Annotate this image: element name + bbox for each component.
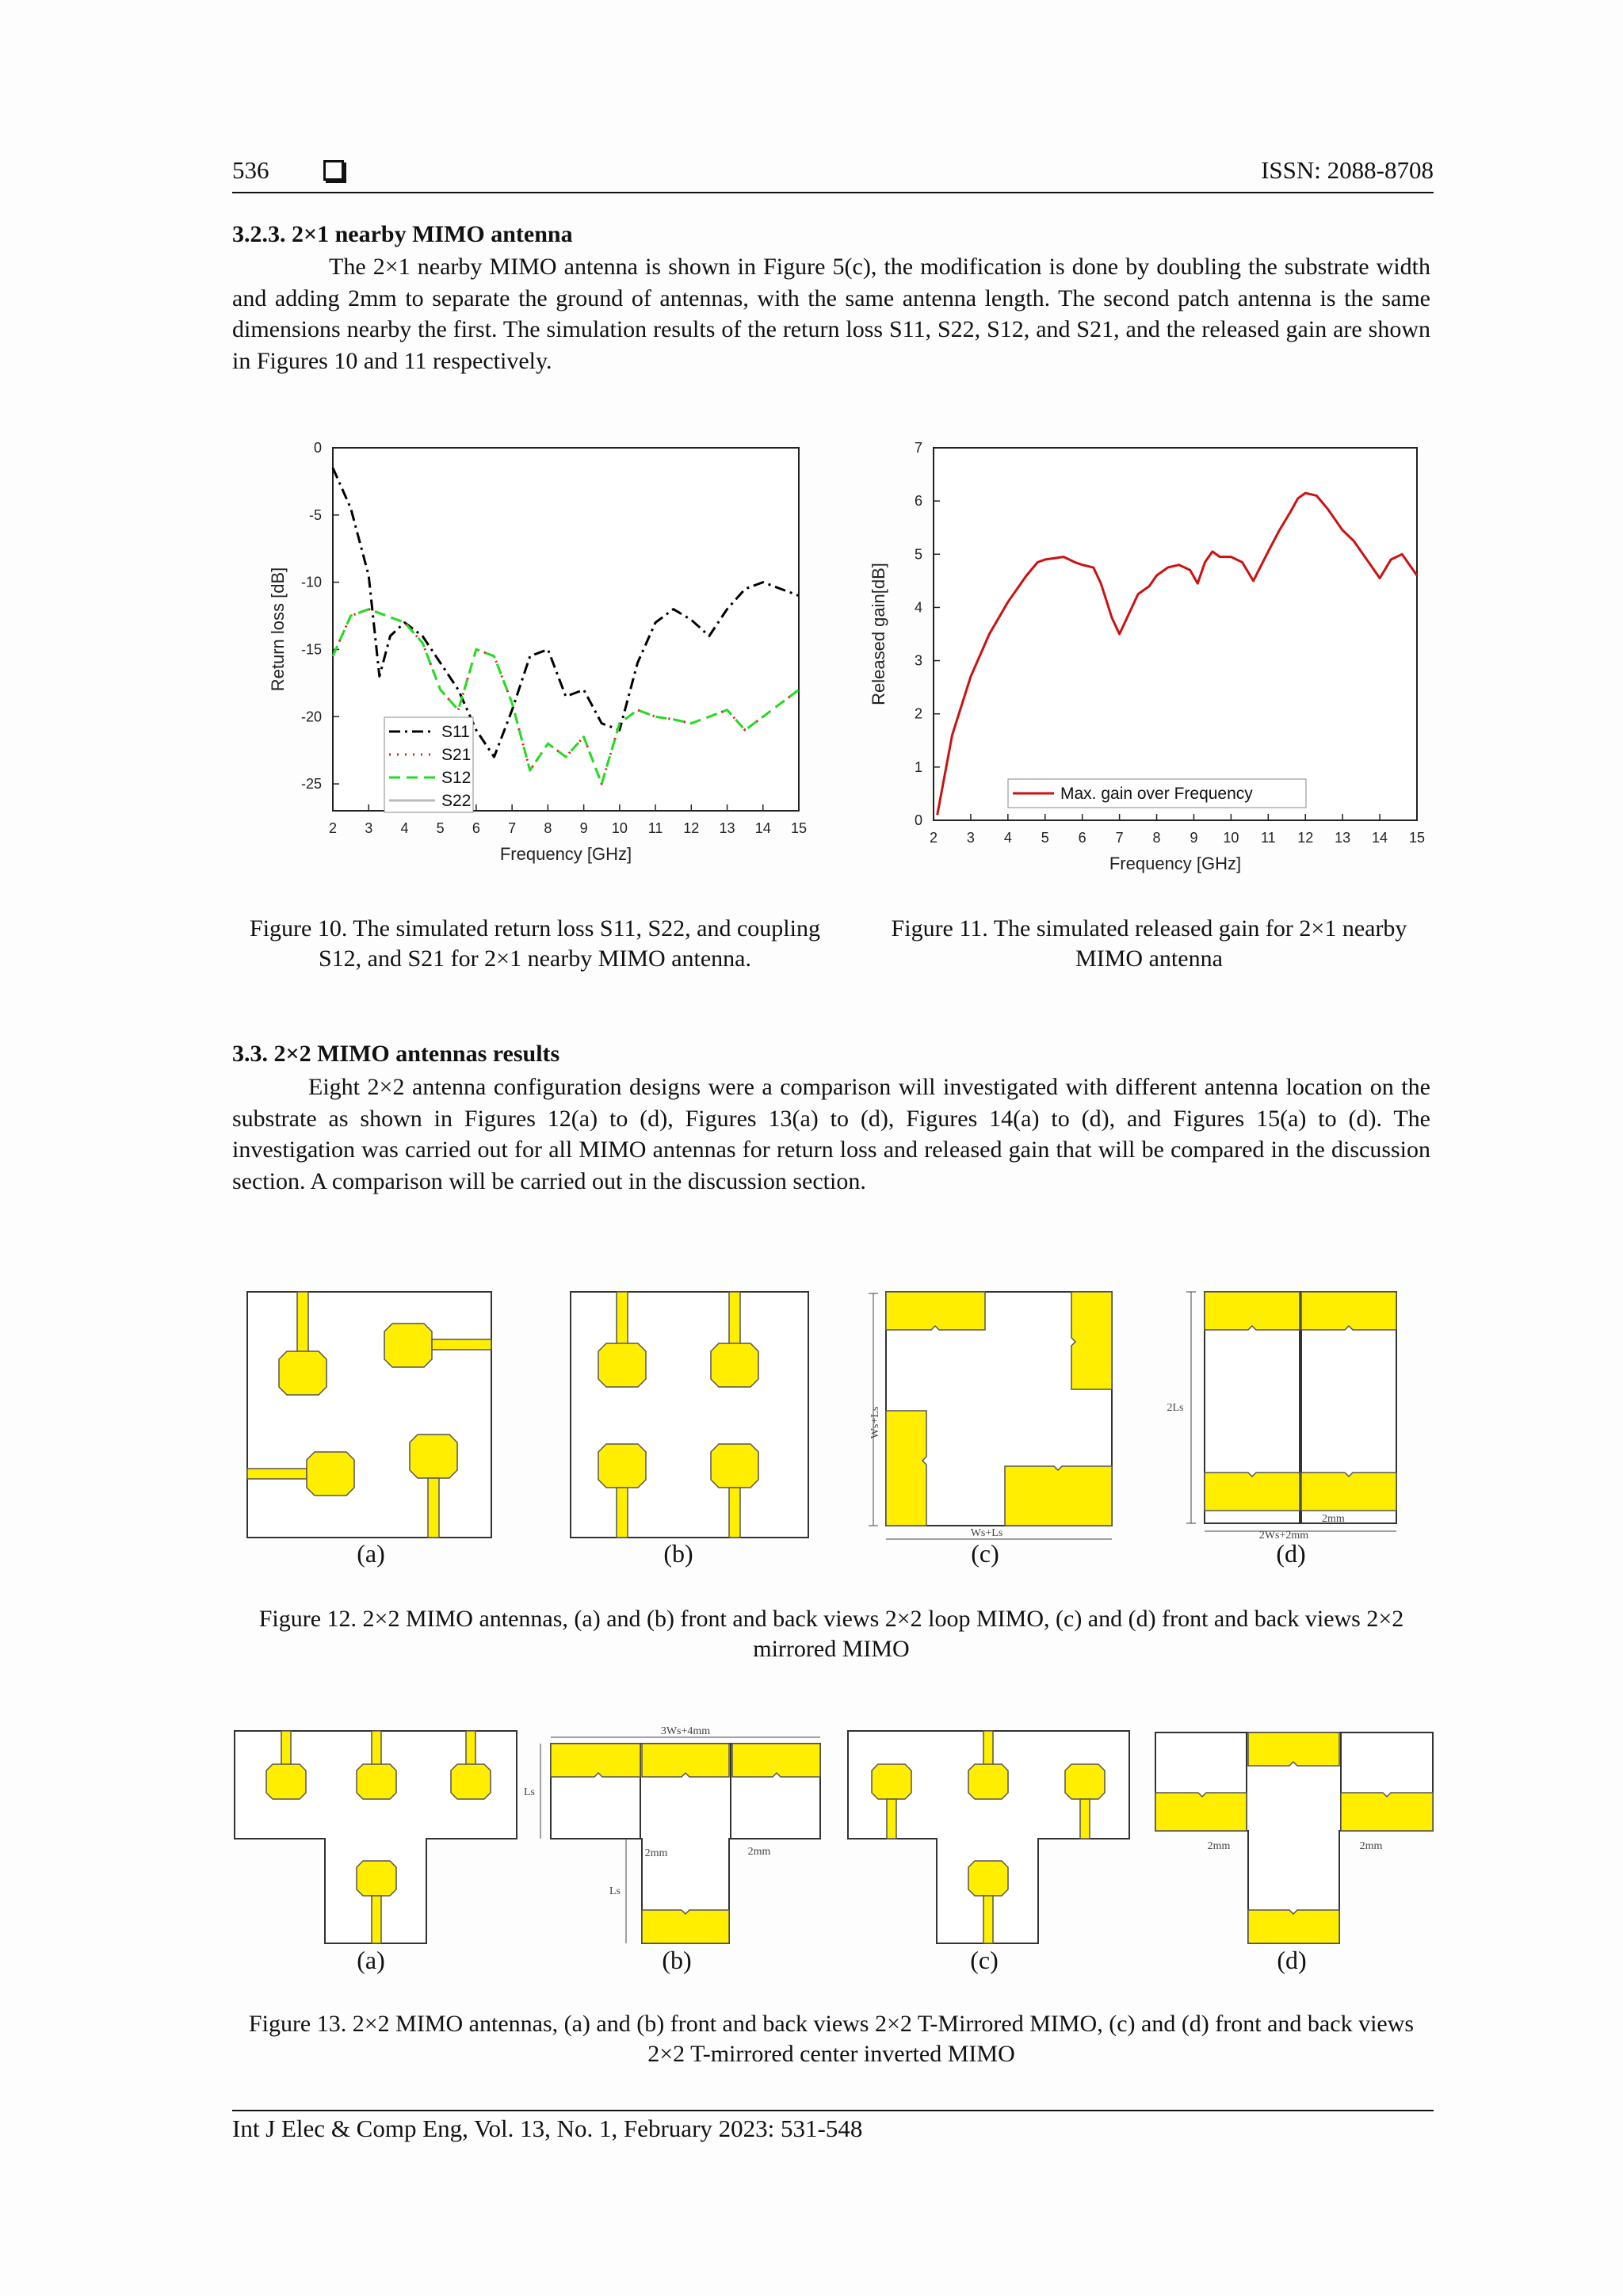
x-tick-label: 13 xyxy=(719,820,735,836)
y-axis-label: Released gain[dB] xyxy=(869,563,888,705)
x-tick-label: 14 xyxy=(754,820,771,836)
x-tick-label: 12 xyxy=(1297,830,1314,846)
section-paragraph-3-2-3: The 2×1 nearby MIMO antenna is shown in Figure 5(c), the modification is done by doubling the substrate width and adding 2mm to separate the ground of antennas, with the same antenna length. The second patch antenna is the same dimensions nearby the first. The simulation results of the return loss S11, S22, S12, and S21, and the released gain are shown in Figures 10 and 11 respectively. xyxy=(232,254,1430,374)
x-tick-label: 7 xyxy=(508,820,517,836)
figure-13-sublabel-c: (c) xyxy=(970,1946,999,1974)
x-tick-label: 11 xyxy=(647,820,663,836)
dim-gap-right: 2mm xyxy=(1359,1840,1383,1852)
dim-ls-upper: Ls xyxy=(524,1786,535,1798)
x-axis-label: Frequency [GHz] xyxy=(1109,854,1242,873)
y-tick-label: -15 xyxy=(300,641,322,658)
x-tick-label: 2 xyxy=(328,820,338,836)
y-tick-label: 0 xyxy=(313,440,322,456)
legend-label: Max. gain over Frequency xyxy=(1060,785,1253,803)
x-tick-label: 3 xyxy=(365,820,373,836)
x-tick-label: 6 xyxy=(472,820,480,836)
y-tick-label: 7 xyxy=(914,440,922,456)
figure-12-sublabel-c: (c) xyxy=(971,1539,999,1568)
y-tick-label: 3 xyxy=(914,652,922,669)
figure-13a-antenna xyxy=(235,1731,517,1943)
y-tick-label: 0 xyxy=(914,812,922,828)
figure-13-sublabel-d: (d) xyxy=(1277,1946,1307,1974)
figure-12-sublabel-a: (a) xyxy=(357,1539,385,1568)
y-tick-label: 6 xyxy=(914,493,922,510)
dim-3ws-4mm: 3Ws+4mm xyxy=(660,1725,711,1737)
y-tick-label: 4 xyxy=(914,599,922,616)
figure-12-sublabel-d: (d) xyxy=(1276,1539,1306,1568)
figure-13d-antenna xyxy=(1155,1733,1433,1943)
figure-12b-antenna xyxy=(571,1292,808,1538)
y-tick-label: 1 xyxy=(914,758,922,775)
x-tick-label: 15 xyxy=(790,820,808,836)
x-tick-label: 4 xyxy=(1003,830,1012,846)
page-number: 536 xyxy=(232,156,269,184)
y-tick-label: 5 xyxy=(914,546,922,563)
figure-13-caption: Figure 13. 2×2 MIMO antennas, (a) and (b) front and back views 2×2 T-Mirrored MIMO, (c) and (d) front and back views 2×2 T-mirrored center inverted MIMO xyxy=(248,2011,1415,2067)
x-axis-label: Frequency [GHz] xyxy=(499,844,632,864)
x-tick-label: 13 xyxy=(1335,830,1351,846)
figure-13-sublabel-a: (a) xyxy=(357,1946,385,1974)
x-tick-label: 6 xyxy=(1078,830,1086,846)
released-gain-chart xyxy=(864,432,1442,888)
x-tick-label: 5 xyxy=(436,820,445,836)
x-tick-label: 5 xyxy=(1041,830,1049,846)
y-tick-label: 2 xyxy=(914,705,922,722)
figure-11-caption: Figure 11. The simulated released gain for 2×1 nearby MIMO antenna xyxy=(891,915,1407,972)
section-heading-3-3: 3.3. 2×2 MIMO antennas results xyxy=(232,1041,560,1067)
dim-ws-ls-vertical: Ws+Ls xyxy=(869,1406,881,1439)
figure-12c-antenna xyxy=(869,1292,1112,1539)
y-tick-label: -5 xyxy=(308,506,322,523)
legend-label: S22 xyxy=(441,792,472,810)
dim-gap-left: 2mm xyxy=(1207,1840,1231,1852)
checkbox-square-icon xyxy=(323,160,344,181)
dim-gap-right: 2mm xyxy=(747,1846,771,1858)
figure-13-drawings xyxy=(230,1720,1442,1950)
x-tick-label: 3 xyxy=(966,830,975,846)
figure-12d-antenna xyxy=(1167,1292,1397,1541)
x-tick-label: 2 xyxy=(929,830,938,846)
issn: ISSN: 2088-8708 xyxy=(1261,156,1434,184)
dim-gap-left: 2mm xyxy=(644,1847,668,1859)
dim-ls-lower: Ls xyxy=(609,1885,621,1897)
x-tick-label: 4 xyxy=(400,820,409,836)
x-tick-label: 7 xyxy=(1115,830,1124,846)
figure-13c-antenna xyxy=(848,1731,1129,1943)
section-heading-3-2-3: 3.2.3. 2×1 nearby MIMO antenna xyxy=(232,221,573,247)
x-tick-label: 14 xyxy=(1372,830,1388,846)
y-axis-label: Return loss [dB] xyxy=(268,567,288,692)
x-tick-label: 9 xyxy=(1190,830,1198,846)
dim-2mm: 2mm xyxy=(1322,1513,1345,1525)
x-tick-label: 9 xyxy=(579,820,588,836)
header-rule xyxy=(232,192,1434,193)
x-tick-label: 10 xyxy=(611,820,628,836)
dim-ws-ls-horizontal: Ws+Ls xyxy=(970,1527,1003,1539)
x-tick-label: 10 xyxy=(1223,830,1239,846)
figure-13b-antenna xyxy=(524,1725,820,1943)
y-tick-label: -10 xyxy=(300,574,322,590)
section-paragraph-3-3: Eight 2×2 antenna configuration designs were a comparison will investigated with different antenna location on the substrate as shown in Figures 12(a) to (d), Figures 13(a) to (d), Figures 14(a) to (d), and Figures 15(a) to (d). The investigation was carried out for all MIMO antennas for return loss and released gain that will be compared in the discussion section. A comparison will be carried out in the discussion section. xyxy=(232,1074,1430,1194)
figure-12a-antenna xyxy=(247,1292,491,1538)
figure-12-drawings xyxy=(230,1276,1442,1545)
x-tick-label: 8 xyxy=(544,820,552,836)
y-tick-label: -25 xyxy=(300,776,322,793)
x-tick-label: 15 xyxy=(1408,830,1426,846)
figure-12-sublabel-b: (b) xyxy=(663,1539,693,1568)
dim-2ls: 2Ls xyxy=(1167,1402,1184,1414)
y-tick-label: -20 xyxy=(300,709,322,725)
legend-label: S21 xyxy=(441,746,472,764)
return-loss-chart xyxy=(238,432,824,888)
footer-rule xyxy=(232,2110,1434,2111)
x-tick-label: 11 xyxy=(1260,830,1276,846)
footer-journal: Int J Elec & Comp Eng, Vol. 13, No. 1, February 2023: 531-548 xyxy=(232,2115,863,2142)
x-tick-label: 8 xyxy=(1152,830,1161,846)
plot-frame xyxy=(934,448,1417,820)
figure-12-caption: Figure 12. 2×2 MIMO antennas, (a) and (b) front and back views 2×2 loop MIMO, (c) and (d) front and back views 2×2 mirrored MIMO xyxy=(258,1606,1404,1662)
dim-2ws-2mm: 2Ws+2mm xyxy=(1258,1530,1309,1541)
figure-10-caption: Figure 10. The simulated return loss S11, S22, and coupling S12, and S21 for 2×1 nearby MIMO antenna. xyxy=(250,915,820,972)
figure-13-sublabel-b: (b) xyxy=(662,1946,692,1974)
legend-label: S12 xyxy=(441,769,472,787)
legend-label: S11 xyxy=(441,723,470,741)
x-tick-label: 12 xyxy=(683,820,700,836)
